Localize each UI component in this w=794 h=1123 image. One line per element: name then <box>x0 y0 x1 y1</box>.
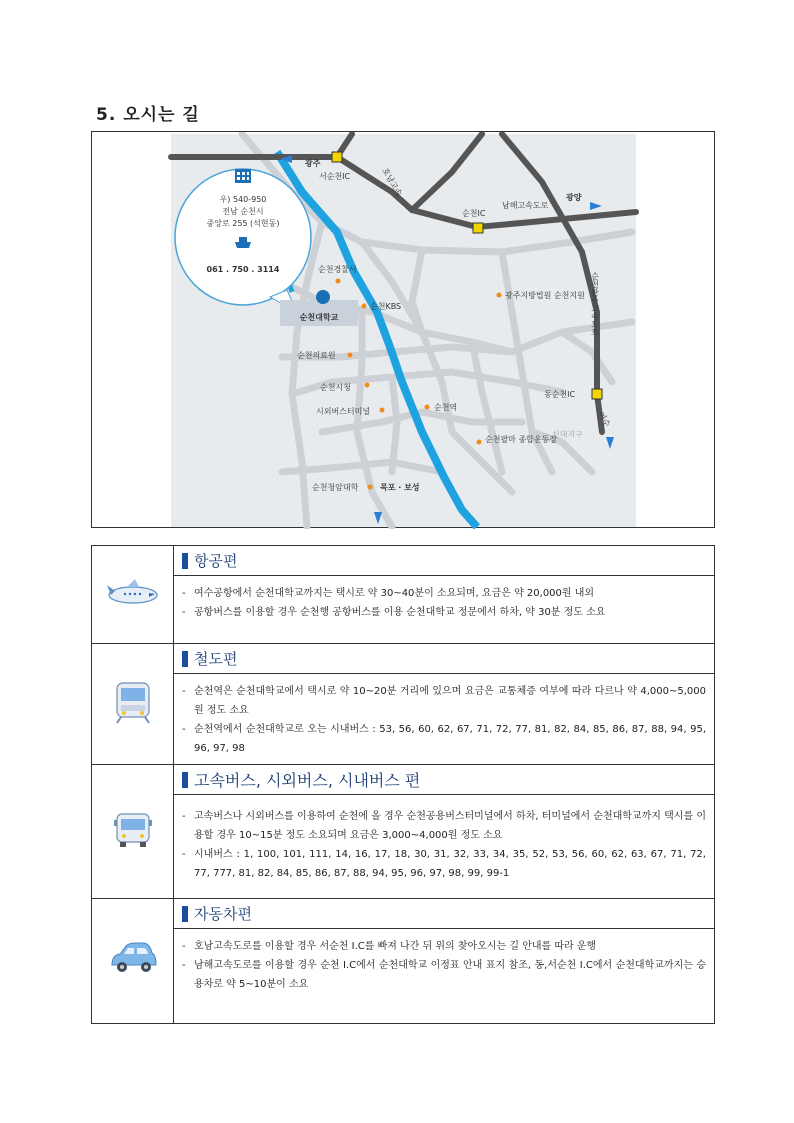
title-bar-icon <box>182 906 188 922</box>
list-item: - 순천역은 순천대학교에서 택시로 약 10~20분 거리에 있으며 요금은 교통체증 여부에 따라 다르나 약 4,000~5,000원 정도 소요 <box>182 686 706 716</box>
list-item: - 시내버스 : 1, 100, 101, 111, 14, 16, 17, 18, 30, 31, 32, 33, 34, 35, 52, 53, 56, 60, 62, 63, 67, 71, 72, 77, 777, 81, 82, 84, 85, 86, 87, 88, 94, 95, 96, 97, 98, 99, 99-1 <box>182 849 706 879</box>
title-bar-icon <box>182 553 188 569</box>
label-police: 순천경찰서 <box>318 265 357 274</box>
section-title: 철도편 <box>174 644 714 674</box>
section-body <box>174 929 714 1000</box>
section-content <box>174 765 715 899</box>
section-row-airplane <box>92 546 715 644</box>
bus-icon <box>111 810 155 850</box>
section-title: 항공편 <box>174 546 714 576</box>
label-namhae-expressway: 남해고속도로 <box>502 201 549 210</box>
car-icon <box>106 939 160 979</box>
label-suncheon-wanju-expressway: 순천완주고속도로 <box>590 272 600 336</box>
label-gwangju: 광주 <box>305 159 321 168</box>
airplane-icon <box>105 573 161 613</box>
map-graphic <box>92 132 716 529</box>
building-icon <box>235 169 251 183</box>
label-cheongam: 순천청암대학 <box>312 483 359 492</box>
list-item: - 고속버스나 시외버스를 이용하여 순천에 올 경우 순천공용버스터미널에서 하차, 터미널에서 순천대학교까지 택시를 이용할 경우 10~15분 정도 소요되며 요금은 3,000~4,000원 정도 소요 <box>182 811 706 841</box>
section-row-train <box>92 644 715 765</box>
list-item: - 여수공항에서 순천대학교까지는 택시로 약 30~40분이 소요되며, 요금은 약 20,000원 내외 <box>182 588 595 599</box>
icon-cell <box>92 899 174 1024</box>
title-bar-icon <box>182 651 188 667</box>
location-map <box>91 131 715 528</box>
transport-table <box>91 545 715 1024</box>
label-court: 광주지방법원 순천지원 <box>505 291 585 300</box>
section-content <box>174 546 715 644</box>
university-label: 순천대학교 <box>299 313 339 322</box>
icon-cell <box>92 644 174 765</box>
label-city-hall: 순천시청 <box>320 383 351 392</box>
label-mokpo-boseong: 목포 · 보성 <box>380 483 420 492</box>
label-seosuncheon-ic: 서순천IC <box>319 172 351 181</box>
callout-address1: 전남 순천시 <box>222 207 264 216</box>
suncheon-ic-marker <box>473 223 483 233</box>
label-station: 순천역 <box>434 403 458 412</box>
callout-address2: 중앙로 255 (석현동) <box>206 219 280 228</box>
label-honam-expressway: 호남고속 <box>380 166 404 198</box>
seosuncheon-ic-marker <box>332 152 342 162</box>
label-dongsuncheon-ic: 동순천IC <box>544 390 576 399</box>
label-gwangyang: 광양 <box>566 193 582 202</box>
dongsuncheon-ic-marker <box>592 389 602 399</box>
section-body <box>174 576 714 640</box>
label-medical-center: 순천의료원 <box>297 351 336 360</box>
section-row-car <box>92 899 715 1024</box>
callout-postal: 우) 540-950 <box>219 195 267 204</box>
list-item: - 순천역에서 순천대학교로 오는 시내버스 : 53, 56, 60, 62, 67, 71, 72, 77, 81, 82, 84, 85, 86, 87, 88, 94, 95, 96, 97, 98 <box>182 724 706 754</box>
section-row-bus <box>92 765 715 899</box>
section-content <box>174 644 715 765</box>
section-body <box>174 674 714 764</box>
label-palma: 순천팔마 종합운동장 <box>485 435 558 444</box>
callout-phone: 061 . 750 . 3114 <box>206 265 280 274</box>
section-content <box>174 899 715 1024</box>
list-item: - 호남고속도로를 이용할 경우 서순천 I.C를 빠져 나간 뒤 위의 찾아오시는 길 안내를 따라 운행 <box>182 941 597 952</box>
label-yeosu: 여수 <box>596 410 612 429</box>
title-bar-icon <box>182 772 188 788</box>
section-body <box>174 795 714 889</box>
icon-cell <box>92 765 174 899</box>
label-sindae: 신대지구 <box>552 430 583 439</box>
list-item: - 공항버스를 이용할 경우 순천행 공항버스를 이용 순천대학교 정문에서 하차, 약 30분 정도 소요 <box>182 607 606 618</box>
section-title: 자동차편 <box>174 899 714 929</box>
page-heading: 5. 오시는 길 <box>96 105 200 125</box>
label-intercity-terminal: 시외버스터미널 <box>316 407 371 416</box>
label-suncheon-ic: 순천IC <box>462 209 486 218</box>
label-kbs: 순천KBS <box>370 302 402 311</box>
list-item: - 남해고속도로를 이용할 경우 순천 I.C에서 순천대학교 이정표 안내 표지 참조, 동,서순천 I.C에서 순천대학교까지는 승용차로 약 5~10분이 소요 <box>182 960 706 990</box>
phone-icon <box>235 242 251 248</box>
icon-cell <box>92 546 174 644</box>
university-logo-icon <box>316 290 330 304</box>
train-icon <box>111 679 155 725</box>
section-title: 고속버스, 시외버스, 시내버스 편 <box>174 765 714 795</box>
